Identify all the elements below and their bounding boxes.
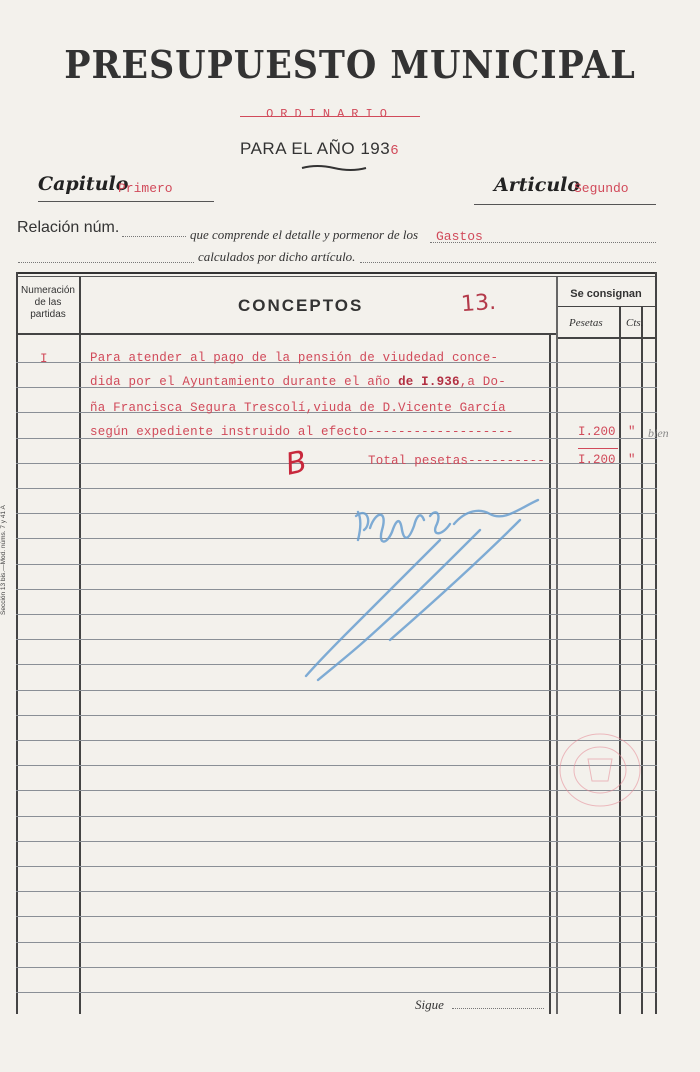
ruled-line — [16, 841, 657, 842]
relacion-line2-dots-right — [360, 262, 656, 263]
budget-type: ORDINARIO — [266, 107, 394, 121]
articulo-value: Segundo — [574, 181, 629, 196]
total-amount-overline — [578, 448, 618, 449]
entry-number: I — [40, 352, 48, 366]
entry-line-2-tail: ,a Do- — [459, 375, 506, 389]
conceptos-header-rule — [80, 333, 556, 335]
cts-header: Cts. — [626, 317, 644, 329]
total-label: Total pesetas---------- — [368, 454, 546, 468]
numeracion-header-rule — [16, 333, 80, 335]
title-flourish — [300, 164, 368, 172]
ruled-line — [16, 866, 657, 867]
margin-note: bien — [648, 426, 669, 440]
conceptos-header: CONCEPTOS — [238, 296, 364, 315]
ruled-line — [16, 916, 657, 917]
sigue-label: Sigue — [415, 997, 444, 1012]
capitulo-label: Capitulo — [38, 173, 129, 195]
articulo-label: Articulo — [494, 174, 581, 196]
relacion-value: Gastos — [436, 229, 483, 244]
entry-amount: I.200 — [578, 425, 616, 439]
se-consignan-header: Se consignan — [570, 288, 642, 300]
entry-amount-mark: " — [628, 425, 636, 439]
printer-sidebar-text: Sección 13 bis.—Mod. núms. 7 y 41 A — [0, 505, 7, 615]
entry-line-4: según expediente instruido al efecto------------------- — [90, 425, 514, 439]
entry-line-2 — [90, 375, 506, 389]
entry-line-1: Para atender al pago de la pensión de viudedad conce- — [90, 351, 499, 365]
entry-year: de I.936 — [398, 375, 460, 389]
budget-year — [240, 139, 399, 159]
ruled-line — [16, 891, 657, 892]
table-left-border — [16, 272, 18, 1014]
relacion-label: Relación núm. — [17, 219, 120, 236]
budget-type-strike — [240, 116, 420, 117]
ruled-line — [16, 992, 657, 993]
table-top-border — [16, 272, 656, 274]
ruled-line — [16, 942, 657, 943]
faint-seal — [550, 725, 650, 815]
total-check-mark: B — [282, 444, 311, 483]
blue-signature — [290, 480, 570, 690]
ruled-line — [16, 463, 657, 464]
budget-year-digit: 6 — [390, 143, 400, 159]
relacion-number-dots — [122, 236, 186, 237]
numeracion-header: Numeración de las partidas — [21, 285, 75, 320]
budget-year-label: PARA EL AÑO 193 — [240, 139, 391, 158]
total-amount-mark: " — [628, 453, 636, 467]
articulo-underline — [474, 204, 656, 205]
relacion-description: que comprende el detalle y pormenor de los — [190, 227, 419, 242]
total-amount: I.200 — [578, 453, 616, 467]
relacion-value-dots — [430, 242, 656, 243]
capitulo-underline — [38, 201, 214, 202]
ruled-line — [16, 816, 657, 817]
relacion-description-2: calculados por dicho artículo. — [198, 249, 356, 264]
capitulo-value: Primero — [118, 181, 173, 196]
entry-line-2-text: dida por el Ayuntamiento durante el año — [90, 375, 399, 389]
pesetas-header: Pesetas — [569, 317, 603, 329]
ruled-line — [16, 715, 657, 716]
sigue-dots — [452, 1008, 544, 1009]
relacion-line2-dots — [18, 262, 194, 263]
table-right-border — [655, 272, 657, 1014]
document-title: PRESUPUESTO MUNICIPAL — [64, 42, 636, 87]
entry-line-3: ña Francisca Segura Trescolí,viuda de D.Vicente García — [90, 401, 506, 415]
ruled-line — [16, 967, 657, 968]
page-mark: 13. — [460, 289, 497, 318]
table-top-border-inner — [16, 276, 656, 277]
